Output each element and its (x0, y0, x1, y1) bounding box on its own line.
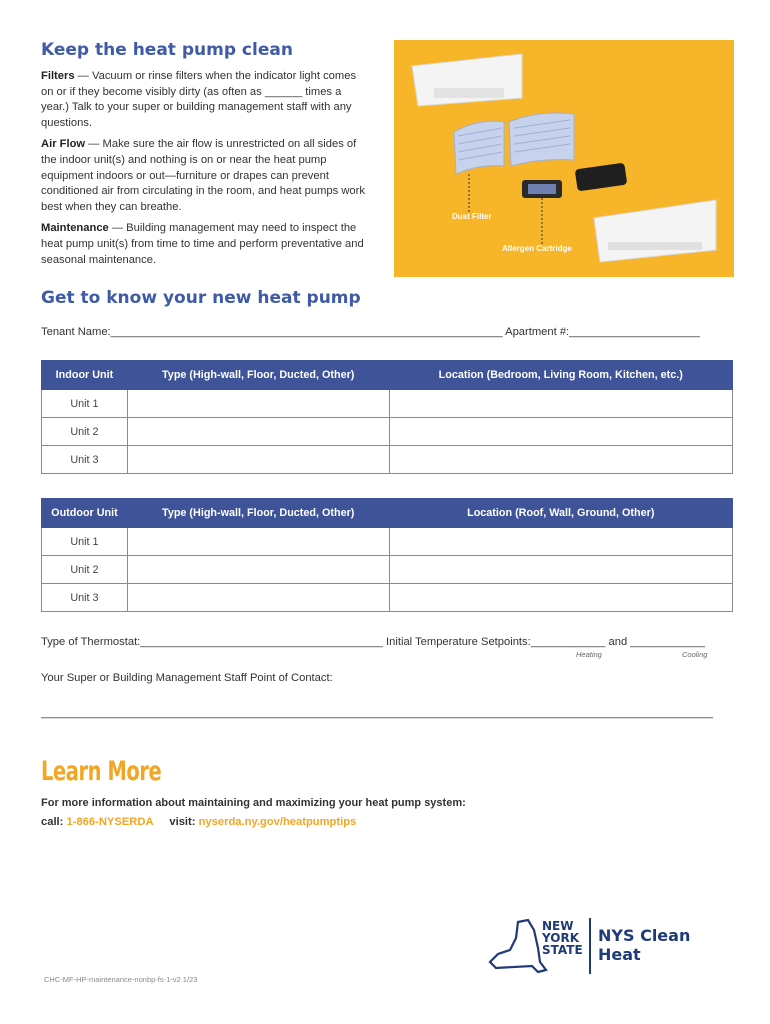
nys-logo (488, 914, 738, 984)
outdoor-unit-table (41, 498, 733, 612)
airflow-text: — Make sure the air flow is unrestricted on all sides of the indoor unit(s) and nothing is on or near the heat pump equipment indoors or out—furniture or drapes can prevent conditioned air from circulating in the room, and heat pumps work best when they can breathe. (41, 138, 365, 213)
maintenance-text: — Building management may need to inspect the heat pump unit(s) from time to time and perform preventative and seasonal maintenance. (41, 222, 364, 266)
logo-line-new: NEW (542, 919, 574, 933)
call-label: call: (41, 816, 67, 828)
logo-line-state: STATE (542, 943, 583, 957)
dust-filter-label: Dust Filter (452, 212, 492, 221)
document-code: CHC-MF-HP-maintenance-nonbp-fs-1-v2 1/23 (44, 975, 198, 984)
outdoor-header-type: Type (High-wall, Floor, Ducted, Other) (127, 499, 389, 528)
allergen-cartridge-label: Allergen Cartridge (502, 244, 572, 253)
row-label: Unit 2 (42, 418, 128, 446)
maintenance-label: Maintenance (41, 222, 109, 235)
outdoor-header-location: Location (Roof, Wall, Ground, Other) (389, 499, 732, 528)
maintenance-tips (41, 69, 371, 274)
type-cell[interactable] (127, 584, 389, 612)
table-row (42, 446, 733, 474)
table-row (42, 390, 733, 418)
type-cell[interactable] (127, 390, 389, 418)
table-row (42, 528, 733, 556)
type-cell[interactable] (127, 446, 389, 474)
contact-links (41, 816, 356, 828)
row-label: Unit 2 (42, 556, 128, 584)
indoor-header-type: Type (High-wall, Floor, Ducted, Other) (127, 361, 389, 390)
heat-pump-illustration (394, 40, 734, 277)
more-info-text: For more information about maintaining and maximizing your heat pump system: (41, 797, 466, 809)
airflow-paragraph (41, 137, 371, 215)
row-label: Unit 3 (42, 446, 128, 474)
logo-line-york: YORK (542, 931, 580, 945)
row-label: Unit 1 (42, 390, 128, 418)
thermostat-line[interactable]: Type of Thermostat:_______________________________________ Initial Temperature Setpoints:____________ and ____________ (41, 636, 705, 648)
allergen-cartridge-image (522, 163, 627, 198)
table-row (42, 556, 733, 584)
maintenance-paragraph (41, 221, 371, 268)
section-title-know: Get to know your new heat pump (41, 288, 361, 308)
logo-divider (589, 918, 591, 974)
phone-link[interactable]: 1-866-NYSERDA (66, 816, 154, 828)
row-label: Unit 1 (42, 528, 128, 556)
location-cell[interactable] (389, 418, 733, 446)
contact-line[interactable]: ____________________________________________________________________________________________________________ (41, 707, 713, 719)
cooling-caption: Cooling (682, 650, 708, 659)
table-row (42, 584, 733, 612)
location-cell[interactable] (389, 584, 732, 612)
heat-pump-drawing (394, 40, 734, 277)
website-link[interactable]: nyserda.ny.gov/heatpumptips (198, 816, 357, 828)
table-row (42, 418, 733, 446)
indoor-header-unit: Indoor Unit (42, 361, 128, 390)
indoor-unit-table (41, 360, 733, 474)
section-title-clean: Keep the heat pump clean (41, 40, 293, 60)
airflow-label: Air Flow (41, 138, 86, 151)
ny-state-map-icon (488, 918, 548, 976)
visit-label: visit: (169, 816, 199, 828)
type-cell[interactable] (127, 528, 389, 556)
outdoor-unit-image (594, 200, 716, 262)
location-cell[interactable] (389, 390, 733, 418)
row-label: Unit 3 (42, 584, 128, 612)
learn-more-title: Learn More (41, 756, 162, 787)
tenant-name-line[interactable]: Tenant Name:_______________________________________________________________ Apartment #:_____________________ (41, 326, 700, 338)
type-cell[interactable] (127, 556, 389, 584)
dust-filter-image (454, 113, 574, 174)
location-cell[interactable] (389, 528, 732, 556)
indoor-header-row (42, 361, 733, 390)
location-cell[interactable] (389, 556, 732, 584)
location-cell[interactable] (389, 446, 733, 474)
indoor-unit-image (412, 54, 522, 106)
indoor-header-location: Location (Bedroom, Living Room, Kitchen, etc.) (389, 361, 733, 390)
nys-clean-heat-brand: NYS Clean Heat (598, 926, 691, 964)
outdoor-header-row (42, 499, 733, 528)
contact-label: Your Super or Building Management Staff Point of Contact: (41, 672, 333, 684)
filters-text: — Vacuum or rinse filters when the indicator light comes on or if they become visibly dirty (as often as ______ times a year.) Talk to your super or building management staff with any questions. (41, 70, 357, 129)
type-cell[interactable] (127, 418, 389, 446)
new-york-state-wordmark (542, 920, 583, 956)
outdoor-header-unit: Outdoor Unit (42, 499, 128, 528)
filters-label: Filters (41, 70, 75, 82)
filters-paragraph (41, 69, 371, 131)
heating-caption: Heating (576, 650, 602, 659)
